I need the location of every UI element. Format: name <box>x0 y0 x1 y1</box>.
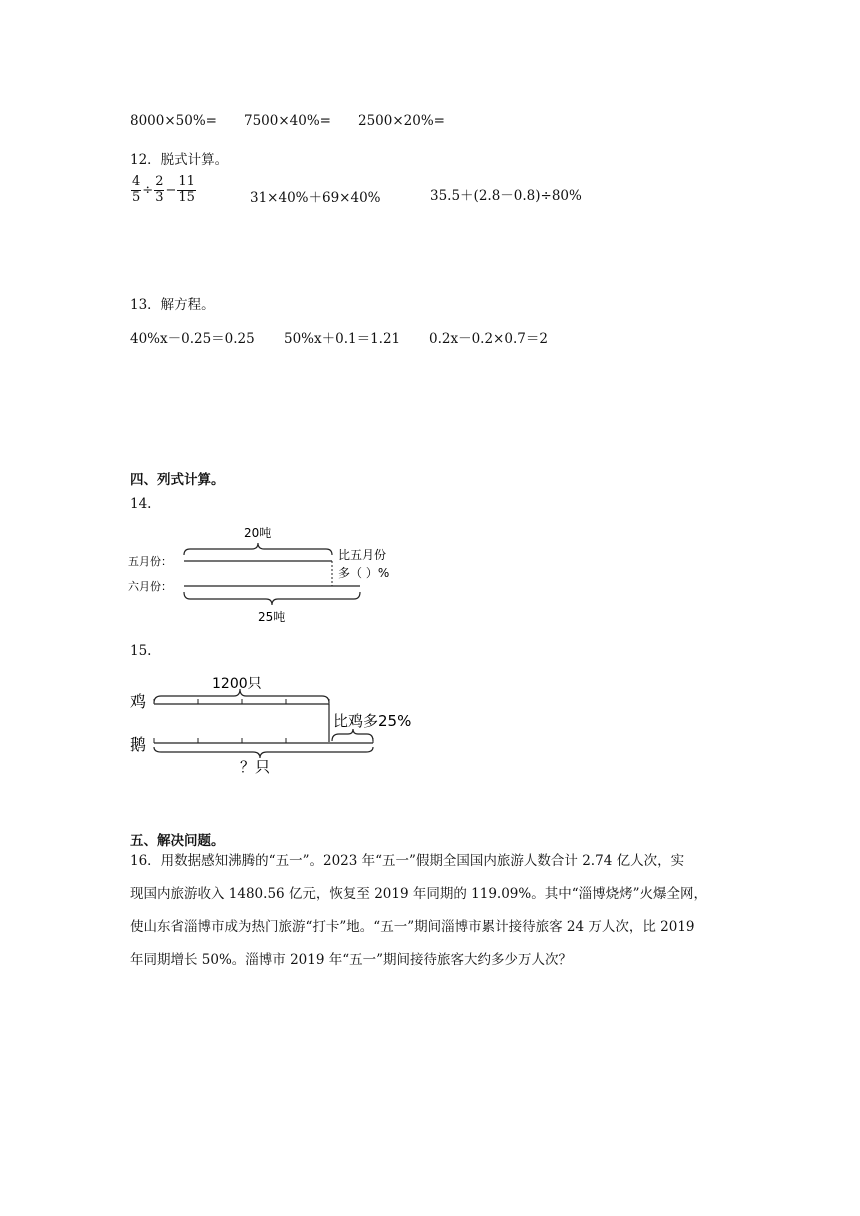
q14-top-brace <box>184 543 332 555</box>
q15-bottom-brace <box>154 747 373 758</box>
q14-side-label-1: 比五月份 <box>338 548 387 562</box>
q12-expression-1 <box>131 175 196 206</box>
q15-bottom-label: ？只 <box>240 758 271 776</box>
q15-segment-diagram <box>128 668 428 780</box>
numerator: 11 <box>178 174 195 189</box>
percent-expression-1: 8000×50%= <box>130 113 217 129</box>
q15-top-label: 1200只 <box>212 676 262 692</box>
q14-top-label: 20吨 <box>244 526 272 540</box>
fraction-2-3 <box>154 175 164 206</box>
numerator: 4 <box>132 174 141 189</box>
q15-row2-label: 鹅 <box>130 735 147 754</box>
q14-side-label-2: 多（ ）% <box>338 566 390 580</box>
q12-expression-2: 31×40%＋69×40% <box>250 190 381 206</box>
q13-equation-3: 0.2x－0.2×0.7＝2 <box>429 331 548 347</box>
q16-line-1: 16．用数据感知沸腾的“五一”。2023 年“五一”假期全国国内旅游人数合计 2.74 亿人次，实 <box>130 853 685 869</box>
q15-row1-label: 鸡 <box>130 692 147 711</box>
numerator: 2 <box>155 174 164 189</box>
q13-equation-2: 50%x＋0.1＝1.21 <box>284 331 401 347</box>
divide-sign: ÷ <box>142 182 154 198</box>
q15-extra-brace <box>332 729 373 741</box>
q14-row1-label: 五月份： <box>128 555 172 568</box>
q16-line-2: 现国内旅游收入 1480.56 亿元，恢复至 2019 年同期的 119.09%。其中“淄博烧烤”火爆全网， <box>130 886 708 902</box>
q16-line-3: 使山东省淄博市成为热门旅游“打卡”地。“五一”期间淄博市累计接待旅客 24 万人次，比 2019 <box>130 919 695 935</box>
percent-expression-2: 7500×40%= <box>244 113 331 129</box>
q14-bottom-label: 25吨 <box>258 610 286 624</box>
q14-row2-label: 六月份： <box>128 580 172 593</box>
q12-expression-3: 35.5＋(2.8－0.8)÷80% <box>430 188 582 204</box>
section-5-title: 五、解决问题。 <box>130 833 225 849</box>
q14-segment-diagram <box>120 515 420 630</box>
section-4-title: 四、列式计算。 <box>130 472 225 488</box>
fraction-11-15 <box>177 175 196 206</box>
q14-number: 14. <box>130 496 152 512</box>
denominator: 15 <box>178 189 195 205</box>
fraction-4-5 <box>131 175 141 206</box>
q15-number: 15. <box>130 643 152 659</box>
q15-side-label: 比鸡多25% <box>333 712 412 730</box>
denominator: 3 <box>155 189 164 205</box>
q13-equation-1: 40%x－0.25＝0.25 <box>130 331 255 347</box>
minus-sign: − <box>165 182 177 198</box>
q16-line-4: 年同期增长 50%。淄博市 2019 年“五一”期间接待旅客大约多少万人次？ <box>130 952 573 968</box>
q16-paragraph <box>130 845 722 977</box>
q13-title: 13．解方程。 <box>130 297 215 313</box>
q12-title: 12．脱式计算。 <box>130 152 229 168</box>
q14-bottom-brace <box>184 592 360 605</box>
denominator: 5 <box>132 189 141 205</box>
percent-expression-3: 2500×20%= <box>358 113 445 129</box>
